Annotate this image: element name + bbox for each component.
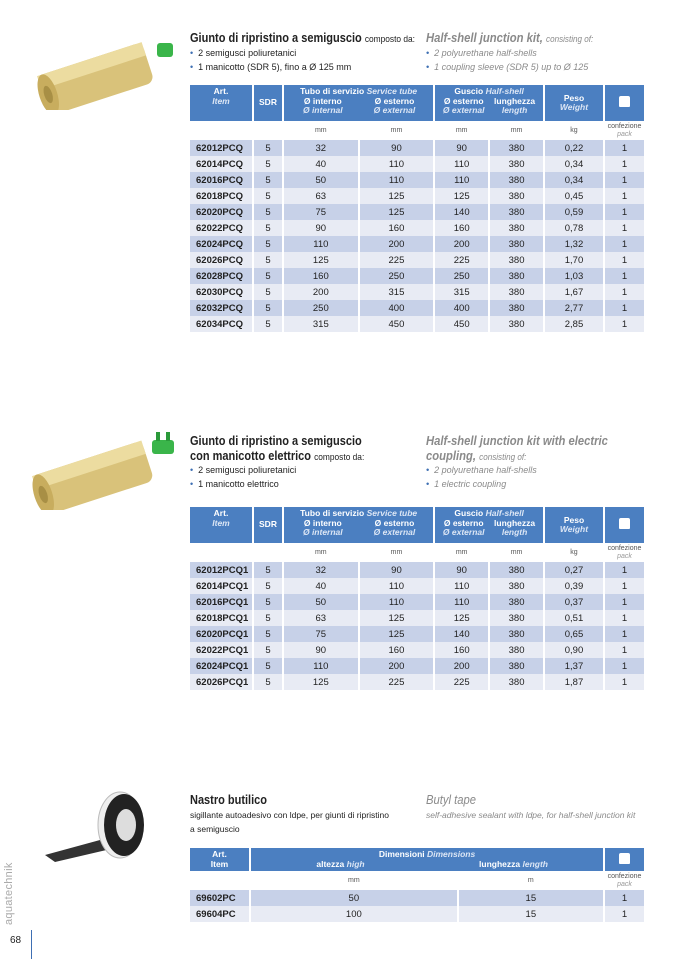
cell-item-code: 62018PCQ1	[190, 610, 253, 626]
th-ext: Ø esterno	[374, 95, 415, 106]
kit-table-2	[190, 507, 646, 690]
cell-external-diameter: 160	[359, 220, 435, 236]
th-service-en: Service tube	[366, 86, 418, 96]
cell-item-code: 62028PCQ	[190, 268, 253, 284]
cell-internal-diameter: 32	[283, 562, 359, 578]
cell-external-diameter: 125	[359, 626, 435, 642]
cell-shell-diameter: 200	[434, 658, 489, 674]
th-sdr: SDR	[259, 97, 277, 108]
th-len: lunghezza	[479, 858, 521, 869]
cell-internal-diameter: 110	[283, 236, 359, 252]
cell-shell-diameter: 90	[434, 140, 489, 156]
unit-mm: mm	[390, 127, 403, 134]
cell-length: 380	[489, 316, 544, 332]
cell-external-diameter: 400	[359, 300, 435, 316]
cell-shell-diameter: 110	[434, 578, 489, 594]
unit-kg: kg	[570, 127, 578, 134]
cell-weight: 1,70	[544, 252, 604, 268]
cell-height: 50	[250, 890, 458, 906]
table-row	[190, 236, 645, 252]
th-art: Art.	[213, 508, 229, 518]
th-int-en: Ø internal	[302, 105, 343, 115]
cell-weight: 0,65	[544, 626, 604, 642]
cell-length: 380	[489, 594, 544, 610]
cell-internal-diameter: 110	[283, 658, 359, 674]
th-item: Item	[212, 517, 230, 528]
cell-sdr: 5	[253, 578, 283, 594]
cell-external-diameter: 110	[359, 156, 435, 172]
cell-sdr: 5	[253, 610, 283, 626]
cell-pack: 1	[604, 300, 645, 316]
cell-weight: 1,37	[544, 658, 604, 674]
cell-item-code: 62022PCQ	[190, 220, 253, 236]
cell-pack: 1	[604, 188, 645, 204]
cell-weight: 1,32	[544, 236, 604, 252]
cell-weight: 0,45	[544, 188, 604, 204]
half-shell-kit-image	[35, 30, 185, 110]
th-item: Item	[210, 858, 229, 869]
brand-label: aquatechnik	[3, 862, 15, 925]
cell-weight: 0,22	[544, 140, 604, 156]
th-len-en: length	[501, 527, 528, 537]
th-shell: Guscio	[454, 508, 484, 518]
cell-weight: 0,59	[544, 204, 604, 220]
th-shell-ext: Ø esterno	[443, 517, 484, 528]
cell-length: 380	[489, 204, 544, 220]
th-ext-en: Ø external	[373, 527, 416, 537]
cell-external-diameter: 90	[359, 562, 435, 578]
cell-external-diameter: 200	[359, 236, 435, 252]
cell-length: 380	[489, 220, 544, 236]
unit-mm: mm	[314, 549, 327, 556]
table-row	[190, 906, 645, 922]
unit-kg: kg	[570, 549, 578, 556]
th-weight-en: Weight	[559, 524, 589, 534]
cell-shell-diameter: 125	[434, 188, 489, 204]
cell-sdr: 5	[253, 236, 283, 252]
th-dim: Dimensioni	[378, 849, 425, 859]
cell-shell-diameter: 250	[434, 268, 489, 284]
cell-pack: 1	[604, 284, 645, 300]
cell-weight: 0,39	[544, 578, 604, 594]
cell-length: 380	[489, 578, 544, 594]
cell-sdr: 5	[253, 188, 283, 204]
cell-item-code: 62012PCQ1	[190, 562, 253, 578]
cell-pack: 1	[604, 890, 645, 906]
cell-length: 380	[489, 626, 544, 642]
cell-shell-diameter: 140	[434, 204, 489, 220]
cell-external-diameter: 250	[359, 268, 435, 284]
cell-pack: 1	[604, 140, 645, 156]
cell-sdr: 5	[253, 300, 283, 316]
table-row	[190, 642, 645, 658]
table-row	[190, 252, 645, 268]
cell-item-code: 62026PCQ	[190, 252, 253, 268]
unit-pack: confezione	[607, 122, 642, 130]
cell-external-diameter: 450	[359, 316, 435, 332]
cell-length: 380	[489, 252, 544, 268]
cell-external-diameter: 110	[359, 172, 435, 188]
cell-weight: 0,27	[544, 562, 604, 578]
th-high: altezza	[316, 858, 345, 869]
cell-internal-diameter: 40	[283, 578, 359, 594]
cell-item-code: 62030PCQ	[190, 284, 253, 300]
cell-length: 380	[489, 300, 544, 316]
cell-item-code: 62014PCQ	[190, 156, 253, 172]
cell-pack: 1	[604, 204, 645, 220]
section3-title-en: Butyl tape	[426, 793, 477, 807]
table-row	[190, 220, 645, 236]
cell-sdr: 5	[253, 220, 283, 236]
cell-internal-diameter: 50	[283, 172, 359, 188]
pack-icon	[619, 518, 630, 529]
section2-title-it: Giunto di ripristino a semiguscio con manicotto elettrico composto da:	[190, 434, 365, 463]
table-row	[190, 300, 645, 316]
unit-mm: mm	[314, 127, 327, 134]
cell-item-code: 69602PC	[190, 890, 250, 906]
cell-pack: 1	[604, 172, 645, 188]
cell-length: 380	[489, 188, 544, 204]
section3-desc-en: self-adhesive sealant with ldpe, for half-shell junction kit	[426, 810, 636, 820]
table-row	[190, 156, 645, 172]
cell-internal-diameter: 90	[283, 220, 359, 236]
unit-mm: mm	[455, 549, 468, 556]
table-row	[190, 658, 645, 674]
page-divider	[31, 930, 32, 959]
cell-weight: 2,77	[544, 300, 604, 316]
th-weight: Peso	[563, 514, 585, 525]
th-len: lunghezza	[494, 95, 536, 106]
cell-external-diameter: 90	[359, 140, 435, 156]
cell-pack: 1	[604, 220, 645, 236]
cell-weight: 0,78	[544, 220, 604, 236]
unit-pack: confezione	[607, 544, 642, 552]
unit-mm: mm	[510, 549, 523, 556]
butyl-tape-image	[40, 790, 150, 865]
cell-sdr: 5	[253, 172, 283, 188]
th-shell: Guscio	[454, 86, 484, 96]
th-weight: Peso	[563, 92, 585, 103]
cell-internal-diameter: 40	[283, 156, 359, 172]
cell-external-diameter: 125	[359, 188, 435, 204]
cell-pack: 1	[604, 658, 645, 674]
cell-length: 380	[489, 236, 544, 252]
cell-internal-diameter: 315	[283, 316, 359, 332]
cell-item-code: 62020PCQ1	[190, 626, 253, 642]
cell-shell-diameter: 400	[434, 300, 489, 316]
cell-sdr: 5	[253, 204, 283, 220]
table-row	[190, 610, 645, 626]
cell-shell-diameter: 140	[434, 626, 489, 642]
cell-shell-diameter: 90	[434, 562, 489, 578]
cell-weight: 0,34	[544, 156, 604, 172]
cell-internal-diameter: 250	[283, 300, 359, 316]
th-shell-ext-en: Ø external	[442, 527, 485, 537]
page-number: 68	[10, 935, 22, 946]
unit-pack: confezione	[607, 872, 642, 880]
table-row	[190, 674, 645, 690]
cell-length: 380	[489, 642, 544, 658]
cell-weight: 1,03	[544, 268, 604, 284]
cell-shell-diameter: 110	[434, 156, 489, 172]
cell-shell-diameter: 225	[434, 252, 489, 268]
cell-pack: 1	[604, 642, 645, 658]
th-shell-en: Half-shell	[485, 86, 524, 96]
cell-internal-diameter: 160	[283, 268, 359, 284]
table-row	[190, 316, 645, 332]
cell-length: 380	[489, 674, 544, 690]
cell-sdr: 5	[253, 674, 283, 690]
kit-table-1	[190, 85, 646, 332]
cell-item-code: 62018PCQ	[190, 188, 253, 204]
cell-weight: 0,37	[544, 594, 604, 610]
unit-m: m	[458, 871, 604, 890]
th-service: Tubo di servizio	[300, 508, 365, 518]
cell-external-diameter: 225	[359, 674, 435, 690]
table-row	[190, 188, 645, 204]
cell-pack: 1	[604, 156, 645, 172]
cell-shell-diameter: 110	[434, 172, 489, 188]
cell-sdr: 5	[253, 316, 283, 332]
table-row	[190, 284, 645, 300]
th-dim-en: Dimensions	[427, 849, 476, 859]
unit-pack-en: pack	[617, 552, 632, 560]
cell-internal-diameter: 75	[283, 204, 359, 220]
cell-pack: 1	[604, 578, 645, 594]
cell-external-diameter: 315	[359, 284, 435, 300]
cell-shell-diameter: 125	[434, 610, 489, 626]
cell-shell-diameter: 160	[434, 642, 489, 658]
cell-sdr: 5	[253, 658, 283, 674]
table-row	[190, 626, 645, 642]
cell-sdr: 5	[253, 594, 283, 610]
th-item: Item	[212, 95, 230, 106]
unit-mm: mm	[455, 127, 468, 134]
cell-internal-diameter: 63	[283, 610, 359, 626]
th-len-en: length	[522, 858, 548, 869]
th-shell-ext: Ø esterno	[443, 95, 484, 106]
cell-item-code: 62016PCQ1	[190, 594, 253, 610]
cell-length: 380	[489, 284, 544, 300]
cell-length: 380	[489, 140, 544, 156]
unit-mm: mm	[250, 871, 458, 890]
table-row	[190, 594, 645, 610]
pack-icon	[619, 96, 630, 107]
th-ext: Ø esterno	[374, 517, 415, 528]
cell-item-code: 69604PC	[190, 906, 250, 922]
cell-weight: 1,87	[544, 674, 604, 690]
pack-icon	[619, 853, 630, 864]
cell-internal-diameter: 125	[283, 252, 359, 268]
tape-table	[190, 848, 646, 922]
th-ext-en: Ø external	[373, 105, 416, 115]
cell-item-code: 62024PCQ	[190, 236, 253, 252]
table-row	[190, 578, 645, 594]
cell-length: 15	[458, 906, 604, 922]
th-shell-en: Half-shell	[485, 508, 524, 518]
cell-shell-diameter: 110	[434, 594, 489, 610]
cell-sdr: 5	[253, 252, 283, 268]
cell-internal-diameter: 50	[283, 594, 359, 610]
section1-title-en: Half-shell junction kit, consisting of:	[426, 31, 594, 45]
cell-pack: 1	[604, 316, 645, 332]
cell-weight: 0,90	[544, 642, 604, 658]
cell-item-code: 62034PCQ	[190, 316, 253, 332]
cell-weight: 2,85	[544, 316, 604, 332]
unit-mm: mm	[390, 549, 403, 556]
electric-kit-image	[30, 420, 190, 510]
th-int-en: Ø internal	[302, 527, 343, 537]
table-row	[190, 204, 645, 220]
unit-mm: mm	[510, 127, 523, 134]
section2-bullets-it: • 2 semigusci poliuretanici • 1 manicotto elettrico	[190, 465, 297, 489]
cell-internal-diameter: 125	[283, 674, 359, 690]
cell-external-diameter: 125	[359, 610, 435, 626]
section3-desc-it: sigillante autoadesivo con ldpe, per giunti di ripristino a semiguscio	[190, 810, 389, 834]
cell-length: 380	[489, 268, 544, 284]
cell-pack: 1	[604, 236, 645, 252]
cell-pack: 1	[604, 906, 645, 922]
th-service-en: Service tube	[366, 508, 418, 518]
section1-title-it: Giunto di ripristino a semiguscio composto da:	[190, 31, 416, 45]
cell-length: 380	[489, 562, 544, 578]
cell-item-code: 62022PCQ1	[190, 642, 253, 658]
table-row	[190, 140, 645, 156]
th-art: Art.	[213, 86, 229, 96]
cell-shell-diameter: 315	[434, 284, 489, 300]
cell-shell-diameter: 200	[434, 236, 489, 252]
cell-weight: 0,51	[544, 610, 604, 626]
cell-internal-diameter: 63	[283, 188, 359, 204]
cell-pack: 1	[604, 562, 645, 578]
th-shell-ext-en: Ø external	[442, 105, 485, 115]
th-len-en: length	[501, 105, 528, 115]
section1-bullets-en: • 2 polyurethane half-shells • 1 coupling sleeve (SDR 5) up to Ø 125	[426, 48, 589, 72]
cell-shell-diameter: 225	[434, 674, 489, 690]
table-row	[190, 172, 645, 188]
cell-internal-diameter: 75	[283, 626, 359, 642]
unit-pack-en: pack	[617, 130, 632, 138]
cell-length: 380	[489, 156, 544, 172]
cell-pack: 1	[604, 610, 645, 626]
cell-item-code: 62026PCQ1	[190, 674, 253, 690]
section2-bullets-en: • 2 polyurethane half-shells • 1 electric coupling	[426, 465, 537, 489]
cell-external-diameter: 110	[359, 594, 435, 610]
cell-weight: 1,67	[544, 284, 604, 300]
cell-external-diameter: 225	[359, 252, 435, 268]
section1-bullets-it: • 2 semigusci poliuretanici • 1 manicotto (SDR 5), fino a Ø 125 mm	[190, 48, 352, 72]
th-high-en: high	[346, 858, 365, 869]
section3-title-it: Nastro butilico	[190, 793, 268, 807]
th-art: Art.	[212, 849, 227, 859]
cell-sdr: 5	[253, 562, 283, 578]
th-int: Ø interno	[303, 517, 342, 528]
cell-internal-diameter: 200	[283, 284, 359, 300]
cell-internal-diameter: 32	[283, 140, 359, 156]
cell-weight: 0,34	[544, 172, 604, 188]
cell-external-diameter: 160	[359, 642, 435, 658]
cell-pack: 1	[604, 674, 645, 690]
table-row	[190, 890, 645, 906]
cell-shell-diameter: 450	[434, 316, 489, 332]
cell-sdr: 5	[253, 284, 283, 300]
cell-external-diameter: 200	[359, 658, 435, 674]
cell-pack: 1	[604, 594, 645, 610]
cell-height: 100	[250, 906, 458, 922]
cell-length: 15	[458, 890, 604, 906]
section2-title-en: Half-shell junction kit with electric coupling, consisting of:	[426, 434, 608, 463]
table-row	[190, 268, 645, 284]
cell-item-code: 62020PCQ	[190, 204, 253, 220]
cell-sdr: 5	[253, 140, 283, 156]
cell-sdr: 5	[253, 626, 283, 642]
cell-length: 380	[489, 658, 544, 674]
cell-sdr: 5	[253, 156, 283, 172]
th-len: lunghezza	[494, 517, 536, 528]
cell-item-code: 62024PCQ1	[190, 658, 253, 674]
cell-external-diameter: 125	[359, 204, 435, 220]
cell-item-code: 62032PCQ	[190, 300, 253, 316]
th-weight-en: Weight	[559, 102, 589, 112]
cell-sdr: 5	[253, 642, 283, 658]
cell-item-code: 62016PCQ	[190, 172, 253, 188]
cell-sdr: 5	[253, 268, 283, 284]
th-sdr: SDR	[259, 519, 277, 530]
cell-pack: 1	[604, 252, 645, 268]
cell-length: 380	[489, 172, 544, 188]
unit-pack-en: pack	[617, 880, 632, 888]
th-int: Ø interno	[303, 95, 342, 106]
table-row	[190, 562, 645, 578]
cell-pack: 1	[604, 626, 645, 642]
cell-external-diameter: 110	[359, 578, 435, 594]
cell-internal-diameter: 90	[283, 642, 359, 658]
th-service: Tubo di servizio	[300, 86, 365, 96]
cell-pack: 1	[604, 268, 645, 284]
cell-item-code: 62012PCQ	[190, 140, 253, 156]
cell-length: 380	[489, 610, 544, 626]
cell-item-code: 62014PCQ1	[190, 578, 253, 594]
cell-shell-diameter: 160	[434, 220, 489, 236]
